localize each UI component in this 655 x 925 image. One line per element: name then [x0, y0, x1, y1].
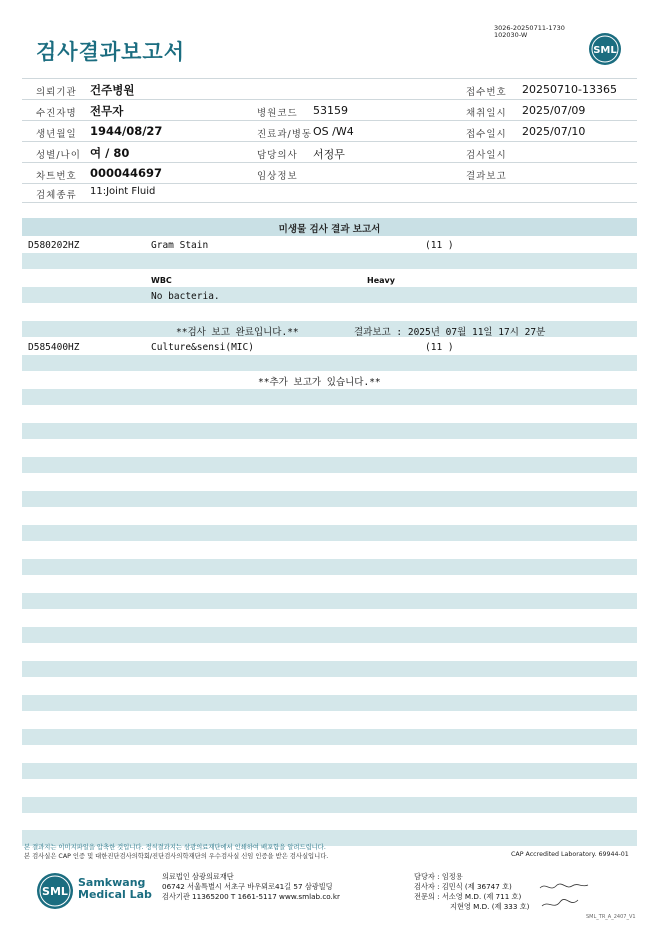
report-complete-message: **검사 보고 완료입니다.**	[176, 327, 299, 338]
birth-value: 1944/08/27	[90, 124, 163, 138]
row-band	[22, 355, 637, 371]
chart-value: 000044697	[90, 166, 163, 180]
result-2-count: (11 )	[425, 342, 454, 353]
document-code-line-2: 102030-W	[494, 31, 528, 39]
dept-label: 진료과/병동	[257, 129, 313, 140]
divider	[22, 162, 637, 163]
receipt-no-value: 20250710-13365	[522, 83, 617, 96]
test-date-label: 검사일시	[466, 150, 507, 161]
footer-brand	[78, 877, 152, 901]
sml-logo-text: SML	[593, 45, 617, 56]
footer-org: 의료법인 삼광의료재단	[162, 872, 234, 881]
chart-label: 차트번호	[36, 171, 77, 182]
collect-value: 2025/07/09	[522, 104, 586, 117]
wbc-value: Heavy	[367, 276, 395, 285]
staff-line-1: 담당자 : 임정용	[414, 872, 463, 881]
name-value: 전무자	[90, 104, 124, 118]
row-band	[22, 491, 637, 507]
result-2-name: Culture&sensi(MIC)	[151, 342, 254, 353]
result-2-code: D585400HZ	[28, 342, 80, 353]
row-band	[22, 423, 637, 439]
result-1-name: Gram Stain	[151, 240, 209, 251]
clinical-label: 임상정보	[257, 171, 298, 182]
row-band	[22, 763, 637, 779]
row-band	[22, 695, 637, 711]
footer-note-2: 본 검사실은 CAP 인증 및 대한진단검사의학회/진단검사의학재단의 우수검사실 신임 인증을 받은 검사실입니다.	[24, 853, 329, 860]
footer-address: 06742 서울특별시 서초구 바우뫼로41길 57 삼광빌딩	[162, 882, 333, 891]
row-band	[22, 287, 637, 303]
row-band	[22, 253, 637, 269]
signature	[538, 880, 590, 912]
result-1-finding: No bacteria.	[151, 291, 220, 302]
document-code	[494, 25, 565, 39]
receipt-date-value: 2025/07/10	[522, 125, 586, 138]
additional-report-message: **추가 보고가 있습니다.**	[258, 377, 381, 388]
row-band	[22, 593, 637, 609]
staff-line-2: 검사자 : 김민식 (제 36747 호)	[414, 882, 512, 891]
collect-label: 채취일시	[466, 108, 507, 119]
row-band	[22, 457, 637, 473]
row-band	[22, 559, 637, 575]
result-1-count: (11 )	[425, 240, 454, 251]
specimen-value: 11:Joint Fluid	[90, 186, 156, 197]
hospcode-label: 병원코드	[257, 108, 298, 119]
sml-logo	[588, 32, 622, 66]
doctor-label: 담당의사	[257, 150, 298, 161]
footer-logo-text: SML	[42, 885, 68, 898]
divider	[22, 99, 637, 100]
section-title: 미생물 검사 결과 보고서	[278, 224, 381, 235]
footer-org-info	[162, 872, 340, 902]
institution-label: 의뢰기관	[36, 87, 77, 98]
institution-value: 건주병원	[90, 83, 135, 97]
divider	[22, 202, 637, 203]
divider	[22, 78, 637, 79]
birth-label: 생년월일	[36, 129, 77, 140]
page-title: 검사결과보고서	[36, 40, 186, 64]
row-band	[22, 729, 637, 745]
document-code-line-1: 3026-20250711-1730	[494, 24, 565, 32]
form-code: SML_TR_A_2407_V1	[586, 914, 636, 920]
report-complete-time: 결과보고 : 2025년 07월 11일 17시 27분	[354, 327, 546, 338]
row-band	[22, 389, 637, 405]
specimen-label: 검체종류	[36, 190, 77, 201]
sexage-label: 성별/나이	[36, 150, 81, 161]
wbc-label: WBC	[151, 276, 172, 285]
footer-logo	[36, 872, 74, 910]
divider	[22, 120, 637, 121]
receipt-no-label: 접수번호	[466, 87, 507, 98]
footer-staff	[414, 872, 530, 912]
divider	[22, 141, 637, 142]
dept-value: OS /W4	[313, 125, 354, 138]
row-band	[22, 525, 637, 541]
staff-line-4: 지현영 M.D. (제 333 호)	[450, 902, 530, 911]
doctor-value: 서정무	[313, 148, 345, 161]
footer-contact: 검사기관 11365200 T 1661-5117 www.smlab.co.kr	[162, 892, 340, 901]
receipt-date-label: 접수일시	[466, 129, 507, 140]
row-band	[22, 797, 637, 813]
sexage-value: 여 / 80	[90, 146, 130, 160]
result-1-code: D580202HZ	[28, 240, 80, 251]
divider	[22, 183, 637, 184]
cap-accreditation: CAP Accredited Laboratory. 69944-01	[511, 851, 629, 858]
name-label: 수진자명	[36, 108, 77, 119]
row-band	[22, 627, 637, 643]
hospcode-value: 53159	[313, 104, 348, 117]
row-band	[22, 661, 637, 677]
staff-line-3: 전문의 : 서소영 M.D. (제 711 호)	[414, 892, 522, 901]
footer-brand-line-2: Medical Lab	[78, 888, 152, 901]
report-label: 결과보고	[466, 171, 507, 182]
footer-brand-line-1: Samkwang	[78, 876, 146, 889]
footer-note-1: 본 결과지는 이미지파일을 압축한 것입니다. 정식결과지는 삼광의료재단에서 인쇄하여 배포함을 알려드립니다.	[24, 844, 326, 851]
